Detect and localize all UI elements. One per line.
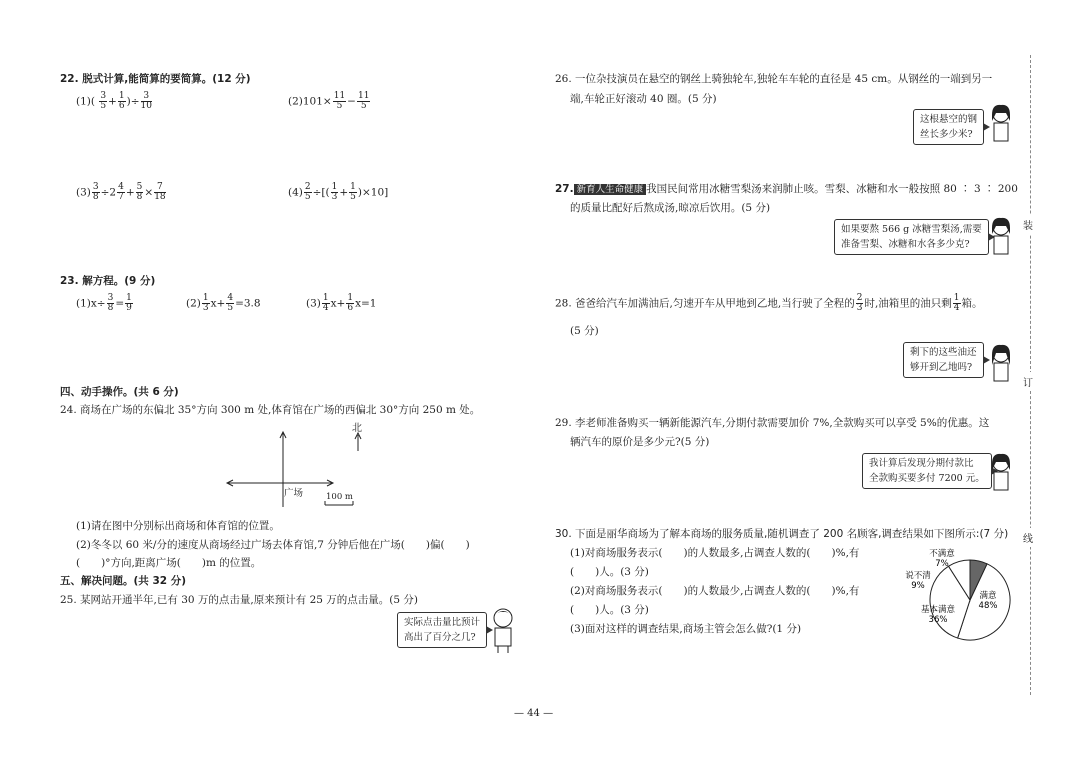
q23-item1: (1)x÷ $\frac{3}{8}$ = $\frac{1}{9}$	[76, 293, 132, 313]
girl-icon-29	[986, 452, 1016, 496]
q29-line2: 辆汽车的原价是多少元?(5 分)	[570, 436, 710, 448]
q24-sub3: ( )°方向,距离广场( )m 的位置。	[76, 557, 262, 569]
pie-label-3: 不满意 7%	[929, 549, 955, 569]
q25-title: 25. 某网站开通半年,已有 30 万的点击量,原来预计有 25 万的点击量。(5 分)	[60, 594, 418, 606]
q30-sub1b: ( )人。(3 分)	[570, 566, 649, 578]
q26-line1: 26. 一位杂技演员在悬空的钢丝上骑独轮车,独轮车车轮的直径是 45 cm。从钢丝的一端到另一	[555, 73, 993, 85]
q23-item3: (3) $\frac{1}{4}$ x+ $\frac{1}{6}$ x=1	[306, 293, 377, 313]
scale-label: 100 m	[326, 492, 353, 502]
girl-icon-28	[986, 343, 1016, 387]
q27-line2: 的质量比配好后熬成汤,晾凉后饮用。(5 分)	[570, 202, 771, 214]
q22-item3: (3) $\frac{3}{8}$ ÷2 $\frac{4}{7}$ + $\frac{5}{8}$ × $\frac{7}{18}$	[76, 182, 166, 202]
girl-icon-27	[986, 216, 1016, 260]
q22-item2: (2)101× $\frac{11}{5}$ − $\frac{11}{5}$	[288, 91, 370, 111]
section5-title: 五、解决问题。(共 32 分)	[60, 575, 187, 587]
q30-sub2b: ( )人。(3 分)	[570, 604, 649, 616]
pie-label-0: 满意 48%	[978, 591, 998, 611]
q27-line1: 27. 新育人生命健康 我国民间常用冰糖雪梨汤来润肺止咳。雪梨、冰糖和水一般按照 80 ∶ 3 ∶ 200	[555, 183, 1018, 195]
q26-speech-bubble: 这根悬空的钢 丝长多少米?	[913, 109, 984, 145]
q24-title: 24. 商场在广场的东偏北 35°方向 300 m 处,体育馆在广场的西偏北 30°方向 250 m 处。	[60, 404, 481, 416]
q28-line1: 28. 爸爸给汽车加满油后,匀速开车从甲地到乙地,当行驶了全程的 $\frac{2}{3}$ 时,油箱里的油只剩 $\frac{1}{4}$ 箱。	[555, 293, 983, 313]
pie-label-2: 说不清 9%	[905, 571, 931, 591]
q28-line2: (5 分)	[570, 325, 599, 337]
plaza-label: 广场	[284, 488, 304, 499]
binding-char-2: 订	[1023, 372, 1033, 391]
q30-title: 30. 下面是丽华商场为了解本商场的服务质量,随机调查了 200 名顾客,调查结果如下图所示:(7 分)	[555, 528, 1009, 540]
q30-sub3: (3)面对这样的调查结果,商场主管会怎么做?(1 分)	[570, 623, 802, 635]
q22-item4: (4) $\frac{2}{5}$ ÷[( $\frac{1}{3}$ + $\frac{1}{5}$ )×10]	[288, 182, 389, 202]
q23-title: 23. 解方程。(9 分)	[60, 275, 156, 287]
q29-line1: 29. 李老师准备购买一辆新能源汽车,分期付款需要加价 7%,全款购买可以享受 5%的优惠。这	[555, 417, 990, 429]
binding-char-1: 装	[1023, 215, 1033, 234]
binding-char-3: 线	[1023, 528, 1033, 547]
q25-speech-bubble: 实际点击量比预计 高出了百分之几?	[397, 612, 487, 648]
q22-title: 22. 脱式计算,能简算的要简算。(12 分)	[60, 73, 251, 85]
north-label: 北	[352, 423, 362, 434]
girl-icon-26	[986, 103, 1016, 147]
q22-item1: (1)( $\frac{3}{5}$ + $\frac{1}{6}$ )÷ $\frac{3}{10}$	[76, 91, 152, 111]
pie-label-1: 基本满意 36%	[920, 605, 956, 625]
q24-sub1: (1)请在图中分别标出商场和体育馆的位置。	[76, 520, 280, 532]
q26-line2: 端,车轮正好滚动 40 圈。(5 分)	[570, 93, 717, 105]
q24-sub2: (2)冬冬以 60 米/分的速度从商场经过广场去体育馆,7 分钟后他在广场( )偏( )	[76, 539, 470, 551]
q29-speech-bubble: 我计算后发现分期付款比 全款购买要多付 7200 元。	[862, 453, 992, 489]
q30-sub2: (2)对商场服务表示( )的人数最少,占调查人数的( )%,有	[570, 585, 860, 597]
life-health-tag: 新育人生命健康	[574, 184, 647, 195]
q28-speech-bubble: 剩下的这些油还 够开到乙地吗?	[903, 342, 984, 378]
satisfaction-pie-chart	[896, 540, 1016, 660]
section4-title: 四、动手操作。(共 6 分)	[60, 386, 179, 398]
q23-item2: (2) $\frac{1}{3}$ x+ $\frac{4}{5}$ =3.8	[186, 293, 261, 313]
boy-icon	[488, 606, 518, 654]
q30-sub1: (1)对商场服务表示( )的人数最多,占调查人数的( )%,有	[570, 547, 860, 559]
page-number: — 44 —	[514, 708, 554, 719]
q27-speech-bubble: 如果要熬 566 g 冰糖雪梨汤,需要 准备雪梨、冰糖和水各多少克?	[834, 219, 989, 255]
